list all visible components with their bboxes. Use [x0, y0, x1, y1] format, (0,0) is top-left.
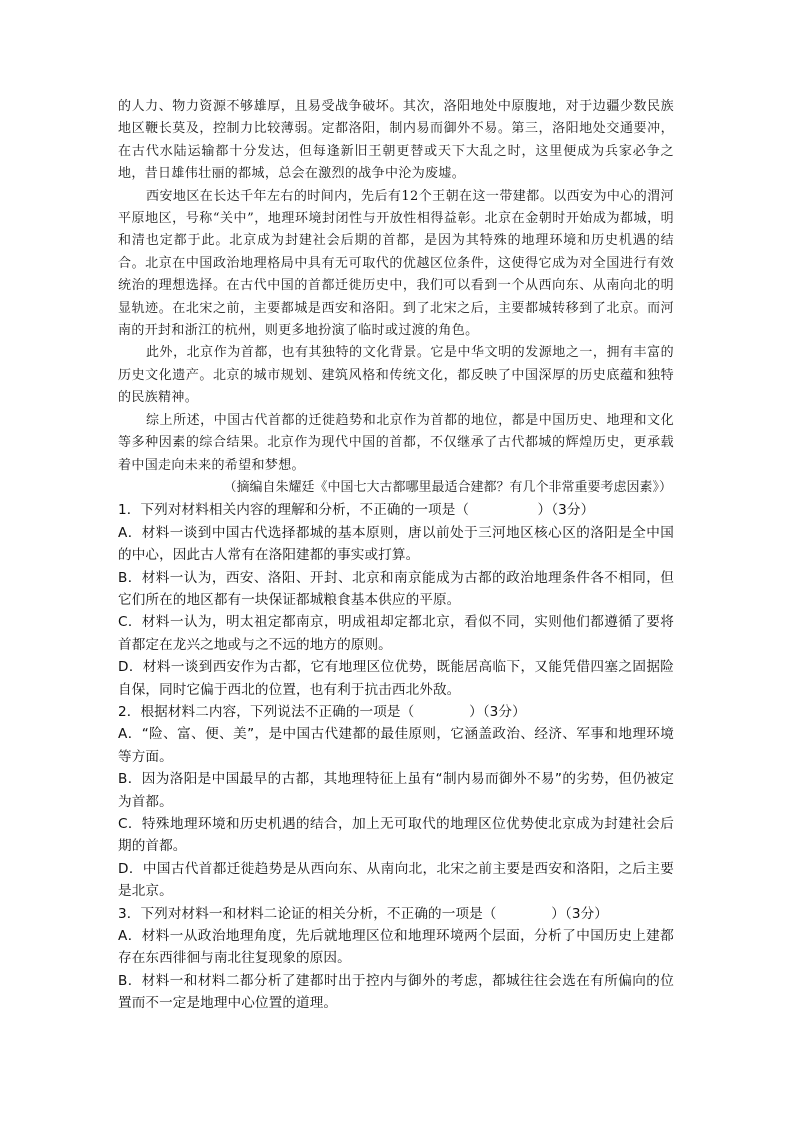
- question-2-option-c: C．特殊地理环境和历史机遇的结合，加上无可取代的地理区位优势使北京成为封建社会后期的首都。: [118, 816, 674, 855]
- question-3-stem: 3．下列对材料一和材料二论证的相关分析，不正确的一项是（ ）（3分）: [118, 905, 608, 922]
- question-1-stem: 1．下列对材料相关内容的理解和分析，不正确的一项是（ ）（3分）: [118, 502, 595, 519]
- question-3-option-a: A．材料一从政治地理角度，先后就地理区位和地理环境两个层面，分析了中国历史上建都存在东西徘徊与南北往复现象的原因。: [118, 928, 674, 967]
- question-2-option-b: B．因为洛阳是中国最早的古都，其地理特征上虽有“制内易而御外不易”的劣势，但仍被定为首都。: [118, 771, 674, 810]
- page-content: [118, 96, 674, 1015]
- source-citation: （摘编自朱耀廷《中国七大古都哪里最适合建都？有几个非常重要考虑因素》）: [223, 479, 672, 495]
- passage-paragraph-1: 的人力、物力资源不够雄厚，且易受战争破坏。其次，洛阳地处中原腹地，对于边疆少数民族地区鞭长莫及，控制力比较薄弱。定都洛阳，制内易而御外不易。第三，洛阳地处交通要冲，在古代水陆运输都十分发达，但每逢新旧王朝更替或天下大乱之时，这里便成为兵家必争之地，昔日雄伟壮丽的都城，总会在激烈的战争中沦为废墟。: [118, 99, 674, 182]
- passage-paragraph-4: 综上所述，中国古代首都的迁徙趋势和北京作为首都的地位，都是中国历史、地理和文化等多种因素的综合结果。北京作为现代中国的首都，不仅继承了古代都城的辉煌历史，更承载着中国走向未来的希望和梦想。: [118, 412, 674, 473]
- question-1-option-a: A．材料一谈到中国古代选择都城的基本原则，唐以前处于三河地区核心区的洛阳是全中国的中心，因此古人常有在洛阳建都的事实或打算。: [118, 524, 674, 564]
- question-1-option-c: C．材料一认为，明太祖定都南京，明成祖却定都北京，看似不同，实则他们都遵循了要将首都定在龙兴之地或与之不远的地方的原则。: [118, 614, 674, 653]
- question-1: [118, 499, 674, 701]
- question-2-option-a: A．“险、富、便、美”，是中国古代建都的最佳原则，它涵盖政治、经济、军事和地理环境等方面。: [118, 726, 674, 765]
- passage-paragraph-2: 西安地区在长达千年左右的时间内，先后有12个王朝在这一带建都。以西安为中心的渭河平原地区，号称“关中”，地理环境封闭性与开放性相得益彰。北京在金朝时开始成为都城，明和清也定都于此。北京成为封建社会后期的首都，是因为其特殊的地理环境和历史机遇的结合。北京在中国政治地理格局中具有无可取代的优越区位条件，这使得它成为对全国进行有效统治的理想选择。在古代中国的首都迁徙历史中，我们可以看到一个从西向东、从南向北的明显轨迹。在北宋之前，主要都城是西安和洛阳。到了北宋之后，主要都城转移到了北京。而河南的开封和浙江的杭州，则更多地扮演了临时或过渡的角色。: [118, 188, 674, 339]
- question-2: [118, 701, 674, 903]
- question-2-stem: 2．根据材料二内容，下列说法不正确的一项是（ ）（3分）: [118, 703, 526, 720]
- question-3: [118, 903, 674, 1015]
- passage-paragraph-3: 此外，北京作为首都，也有其独特的文化背景。它是中华文明的发源地之一，拥有丰富的历史文化遗产。北京的城市规划、建筑风格和传统文化，都反映了中国深厚的历史底蕴和独特的民族精神。: [118, 345, 674, 406]
- question-1-option-d: D．材料一谈到西安作为古都，它有地理区位优势，既能居高临下，又能凭借四塞之固据险自保，同时它偏于西北的位置，也有利于抗击西北外敌。: [118, 659, 674, 698]
- question-3-option-b: B．材料一和材料二都分析了建都时出于控内与御外的考虑，都城往往会选在有所偏向的位置而不一定是地理中心位置的道理。: [118, 972, 674, 1012]
- question-1-option-b: B．材料一认为，西安、洛阳、开封、北京和南京能成为古都的政治地理条件各不相同，但它们所在的地区都有一块保证都城粮食基本供应的平原。: [118, 569, 674, 608]
- question-2-option-d: D．中国古代首都迁徙趋势是从西向东、从南向北，北宋之前主要是西安和洛阳，之后主要是北京。: [118, 860, 674, 900]
